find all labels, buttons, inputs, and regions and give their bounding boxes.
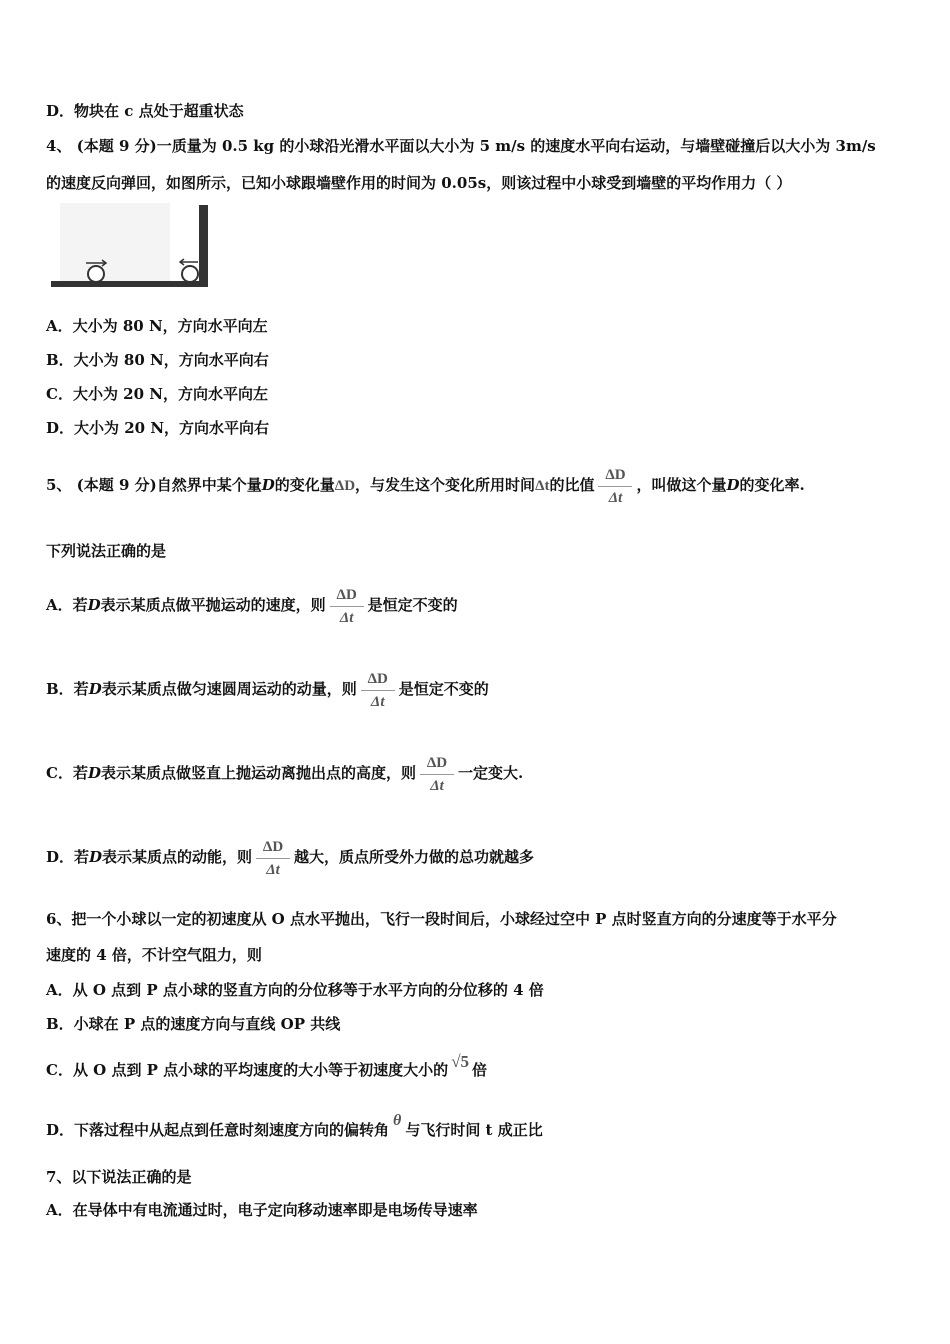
q5-text6: 的变化率. xyxy=(739,476,805,494)
q4-number: 4、 xyxy=(46,137,72,155)
q6-stem-line1: 6、把一个小球以一定的初速度从 O 点水平抛出，飞行一段时间后，小球经过空中 P 点时竖直方向的分速度等于水平分 xyxy=(46,910,837,928)
option-text: 表示某质点做匀速圆周运动的动量，则 xyxy=(101,680,357,698)
q5-option-b xyxy=(46,658,489,720)
q5-delta-t: Δt xyxy=(535,478,550,494)
q5-prompt: 下列说法正确的是 xyxy=(46,542,167,560)
q6-option-c xyxy=(46,1051,487,1089)
option-fraction xyxy=(256,838,290,879)
q5-text2: 的变化量 xyxy=(274,476,335,494)
option-text: 表示某质点的动能，则 xyxy=(102,848,253,866)
fraction-denominator: Δt xyxy=(430,777,444,794)
option-prefix: A．若 xyxy=(46,596,88,614)
q5-number: 5、 xyxy=(46,476,72,494)
fraction-numerator: ΔD xyxy=(420,754,454,775)
fraction-numerator: ΔD xyxy=(361,670,395,691)
q4-stem-line2: 的速度反向弹回，如图所示，已知小球跟墙壁作用的时间为 0.05s，则该过程中小球受到墙壁的平均作用力（ ） xyxy=(46,174,792,192)
q5-option-a xyxy=(46,574,458,636)
q5-stem-fraction xyxy=(598,466,632,507)
fraction-denominator: Δt xyxy=(370,693,385,710)
q4-option-b: B．大小为 80 N，方向水平向右 xyxy=(46,351,269,369)
ball-right xyxy=(182,266,198,282)
option-suffix: 是恒定不变的 xyxy=(367,596,458,614)
q6-option-d xyxy=(46,1110,543,1151)
option-fraction xyxy=(330,586,364,627)
q6-stem-line2: 速度的 4 倍，不计空气阻力，则 xyxy=(46,946,262,964)
option-suffix: 一定变大. xyxy=(457,764,524,782)
fraction-numerator: ΔD xyxy=(256,838,290,859)
q4-score-tag: (本题 9 分) xyxy=(76,137,157,155)
option-suffix: 是恒定不变的 xyxy=(398,680,489,698)
option-text: 表示某质点做竖直上抛运动离抛出点的高度，则 xyxy=(100,764,416,782)
q7-option-a: A．在导体中有电流通过时，电子定向移动速率即是电场传导速率 xyxy=(46,1201,478,1219)
option-suffix: 与飞行时间 t 成正比 xyxy=(405,1121,543,1139)
q3-option-d: D．物块在 c 点处于超重状态 xyxy=(46,102,244,120)
fraction-denominator: Δt xyxy=(608,489,623,506)
option-var-d: D xyxy=(87,596,101,614)
q4-option-c: C．大小为 20 N，方向水平向左 xyxy=(46,385,268,403)
wall xyxy=(199,205,208,287)
q4-option-a: A．大小为 80 N，方向水平向左 xyxy=(46,317,268,335)
q5-text1: 自然界中某个量 xyxy=(156,476,262,494)
q5-text5: ，叫做这个量 xyxy=(636,476,727,494)
q4-stem-line1 xyxy=(46,136,876,156)
q5-text4: 的比值 xyxy=(549,476,595,494)
q4-option-d: D．大小为 20 N，方向水平向右 xyxy=(46,419,270,437)
ball-left xyxy=(88,266,104,282)
q6-option-a: A．从 O 点到 P 点小球的竖直方向的分位移等于水平方向的分位移的 4 倍 xyxy=(46,981,544,999)
q5-score-tag: (本题 9 分) xyxy=(76,476,157,494)
option-fraction xyxy=(361,670,395,711)
option-var-d: D xyxy=(88,680,102,698)
figure-background xyxy=(60,203,170,283)
q5-option-d xyxy=(46,826,534,888)
option-var-d: D xyxy=(87,764,101,782)
theta-symbol: θ xyxy=(393,1112,402,1129)
sqrt-five: √5 xyxy=(451,1052,470,1071)
option-text: D．下落过程中从起点到任意时刻速度方向的偏转角 xyxy=(46,1121,390,1139)
option-prefix: C．若 xyxy=(46,764,88,782)
q4-figure xyxy=(48,203,214,295)
q4-stem-text1: 一质量为 0.5 kg 的小球沿光滑水平面以大小为 5 m/s 的速度水平向右运动，与墙壁碰撞后以大小为 3m/s xyxy=(156,137,876,155)
q6-option-b: B．小球在 P 点的速度方向与直线 OP 共线 xyxy=(46,1015,341,1033)
q5-option-c xyxy=(46,742,523,804)
q5-var-d-2: D xyxy=(726,476,740,494)
q5-text3: ，与发生这个变化所用时间 xyxy=(355,476,536,494)
option-prefix: D．若 xyxy=(46,848,90,866)
fraction-numerator: ΔD xyxy=(330,586,364,607)
option-fraction xyxy=(420,754,454,795)
q5-delta-d: ΔD xyxy=(334,478,356,494)
option-var-d: D xyxy=(89,848,103,866)
option-prefix: B．若 xyxy=(46,680,89,698)
floor xyxy=(51,281,207,287)
option-suffix: 越大，质点所受外力做的总功就越多 xyxy=(294,848,535,866)
fraction-denominator: Δt xyxy=(266,861,280,878)
q5-stem xyxy=(46,454,805,517)
fraction-denominator: Δt xyxy=(339,609,354,626)
option-text: 表示某质点做平抛运动的速度，则 xyxy=(100,596,326,614)
q5-var-d: D xyxy=(261,476,275,494)
fraction-numerator: ΔD xyxy=(598,466,632,487)
option-suffix: 倍 xyxy=(472,1061,488,1079)
q7-stem: 7、以下说法正确的是 xyxy=(46,1168,192,1186)
option-text: C．从 O 点到 P 点小球的平均速度的大小等于初速度大小的 xyxy=(46,1061,449,1079)
